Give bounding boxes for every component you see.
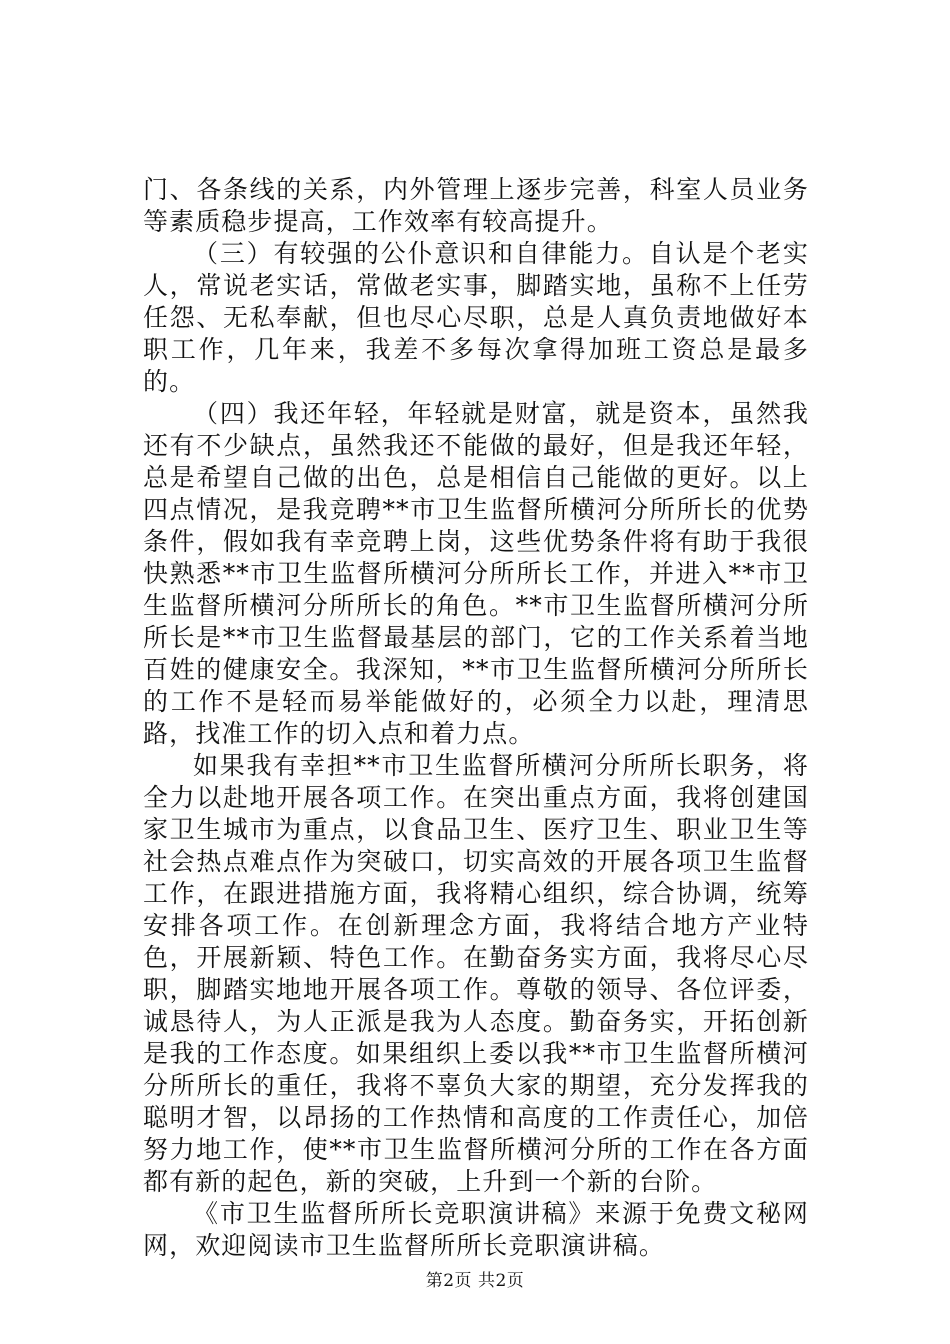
paragraph-work-plan: 如果我有幸担**市卫生监督所横河分所所长职务，将全力以赴地开展各项工作。在突出重点方面，我将创建国家卫生城市为重点，以食品卫生、医疗卫生、职业卫生等社会热点难点作为突破口，切实高效的开展各项卫生监督工作，在跟进措施方面，我将精心组织，综合协调，统筹安排各项工作。在创新理念方面，我将结合地方产业特色，开展新颖、特色工作。在勤奋务实方面，我将尽心尽职，脚踏实地地开展各项工作。尊敬的领导、各位评委，诚恳待人，为人正派是我为人态度。勤奋务实，开拓创新是我的工作态度。如果组织上委以我**市卫生监督所横河分所所长的重任，我将不辜负大家的期望，充分发挥我的聪明才智，以昂扬的工作热情和高度的工作责任心，加倍努力地工作，使**市卫生监督所横河分所的工作在各方面都有新的起色，新的突破，上升到一个新的台阶。 xyxy=(143,751,809,1196)
document-body xyxy=(143,174,809,1262)
paragraph-point-four: （四）我还年轻，年轻就是财富，就是资本，虽然我还有不少缺点，虽然我还不能做的最好，但是我还年轻，总是希望自己做的出色，总是相信自己能做的更好。以上四点情况，是我竞聘**市卫生监督所横河分所所长的优势条件，假如我有幸竞聘上岗，这些优势条件将有助于我很快熟悉**市卫生监督所横河分所所长工作，并进入**市卫生监督所横河分所所长的角色。**市卫生监督所横河分所所长是**市卫生监督最基层的部门，它的工作关系着当地百姓的健康安全。我深知，**市卫生监督所横河分所所长的工作不是轻而易举能做好的，必须全力以赴，理清思路，找准工作的切入点和着力点。 xyxy=(143,399,809,748)
paragraph-source-note: 《市卫生监督所所长竞职演讲稿》来源于免费文秘网网，欢迎阅读市卫生监督所所长竞职演讲稿。 xyxy=(143,1199,809,1260)
paragraph-continuation: 门、各条线的关系，内外管理上逐步完善，科室人员业务等素质稳步提高，工作效率有较高提升。 xyxy=(143,175,809,236)
page-footer: 第2页 共2页 xyxy=(425,1271,525,1291)
paragraph-point-three: （三）有较强的公仆意识和自律能力。自认是个老实人，常说老实话，常做老实事，脚踏实地，虽称不上任劳任怨、无私奉献，但也尽心尽职，总是人真负责地做好本职工作，几年来，我差不多每次拿得加班工资总是最多的。 xyxy=(143,239,809,396)
